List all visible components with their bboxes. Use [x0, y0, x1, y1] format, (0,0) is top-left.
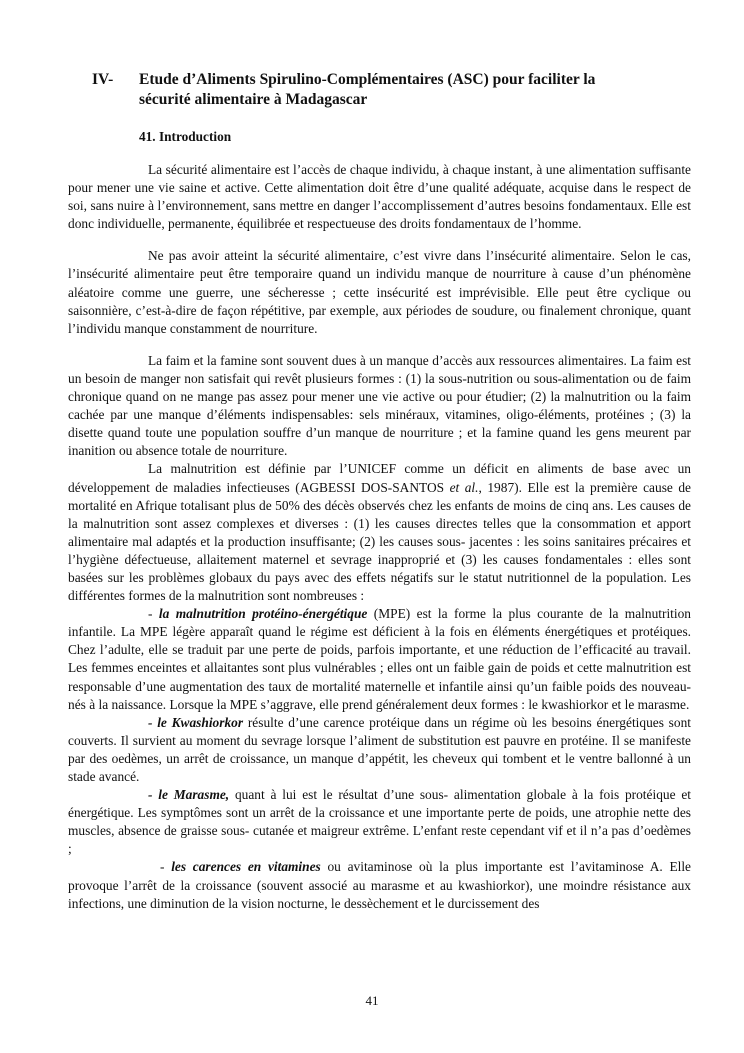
- list-item-mpe: [68, 605, 691, 714]
- term-kwashiorkor: - le Kwashiorkor: [148, 714, 244, 730]
- section-title-line2: sécurité alimentaire à Madagascar: [139, 91, 368, 108]
- section-title-line1: Etude d’Aliments Spirulino-Complémentaires (ASC) pour faciliter la: [139, 71, 596, 88]
- citation-et-al: et al.: [449, 479, 479, 495]
- section-title: [139, 70, 699, 110]
- paragraph-hunger-famine: La faim et la famine sont souvent dues à un manque d’accès aux ressources alimentaires. La faim est un besoin de manger non satisfait qui revêt plusieurs formes : (1) la sous-nutrition ou sous-alimentation ou de faim chronique quand on ne mange pas assez pour mener une vie active ou pour étudier; (2) la malnutrition ou la faim cachée par une manque d’éléments indispensables: sels minéraux, vitamines, oligo-éléments, protéines ; (3) la disette quand toute une population souffre d’un manque de nourriture ; et la famine quand les gens meurent par inanition ou absence totale de nourriture.: [68, 352, 691, 459]
- body-text: [68, 161, 691, 913]
- term-mpe: la malnutrition protéino-énergétique: [158, 606, 368, 622]
- list-item-vitamins-text: ou avitaminose où la plus importante est l’avitaminose A. Elle provoque l’arrêt de la croissance (souvent associé au marasme et au kwashiorkor), une moindre résistance aux infections, une diminution de la vision nocturne, le dessèchement et le durcissement des: [68, 859, 692, 911]
- list-item-dash: -: [160, 859, 172, 875]
- section-number: IV-: [92, 71, 114, 88]
- subsection-title: 41. Introduction: [139, 129, 232, 144]
- page-number: 41: [365, 993, 379, 1008]
- paragraph-malnutrition-part1: La malnutrition est définie par l’UNICEF comme un déficit en aliments de base avec un développement de maladies infectieuses (AGBESSI DOS-SANTOS: [68, 461, 691, 495]
- paragraph-malnutrition: [68, 460, 691, 605]
- list-item-mpe-text: (MPE) est la forme la plus courante de la malnutrition infantile. La MPE légère apparaît quand le régime est déficient à la fois en éléments énergétiques et protéiques. Chez l’adulte, elle se traduit par une perte de poids, parfois importante, et une réduction de l’efficacité au travail. Les femmes enceintes et allaitantes sont plus vulnérables ; elles ont un faible gain de poids et cette malnutrition est responsable d’une augmentation des taux de mortalité maternelle et infantile ainsi qu’un faible poids des nouveau- nés à la naissance. Lorsque la MPE s’aggrave, elle prend généralement deux formes : le kwashiorkor et le marasme.: [68, 606, 692, 712]
- term-vitamins: les carences en vitamines: [171, 859, 321, 875]
- list-item-kwashiorkor-text: résulte d’une carence protéique dans un régime où les besoins énergétiques sont couverts. Il survient au moment du sevrage lorsque l’aliment de substitution est pauvre en protéine. Il se manifeste par des oedèmes, un arrêt de croissance, un manque d’appétit, les cheveux qui tombent et le ventre ballonné à un stade avancé.: [68, 714, 692, 784]
- list-item-dash: -: [148, 606, 159, 622]
- list-item-marasme-text: quant à lui est le résultat d’une sous- alimentation globale à la fois protéique et énergétique. Les symptômes sont un arrêt de la croissance et une importante perte de poids, une atrophie nette des muscles, absence de graisse sous- cutanée et maigreur extrême. L’enfant reste cependant vif et il n’a pas d’oedèmes ;: [68, 787, 691, 857]
- paragraph-malnutrition-part2: , 1987). Elle est la première cause de mortalité en Afrique totalisant plus de 50% des décès observés chez les enfants de moins de cinq ans. Les causes de la malnutrition sont assez complexes et diverses : (1) les causes directes telles que la consommation et apport alimentaire mal adaptés et la production insuffisante; (2) les causes sous- jacentes : les soins sanitaires précaires et l’hygiène défectueuse, allaitement maternel et sevrage inapproprié et (3) les causes fondamentales : elles sont basées sur les problèmes globaux du pays avec des effets négatifs sur le statut nutritionnel de la population. Les différentes formes de la malnutrition sont nombreuses :: [68, 479, 691, 604]
- paragraph-food-insecurity: Ne pas avoir atteint la sécurité alimentaire, c’est vivre dans l’insécurité alimentaire. Selon le cas, l’insécurité alimentaire peut être temporaire quand un individu manque de nourriture à cause d’un phénomène aléatoire comme une guerre, une sécheresse ; cette insécurité est imprévisible. Elle peut être cyclique ou saisonnière, c’est-à-dire de façon répétitive, par exemple, aux périodes de soudure, ou finalement chronique, quant l’individu manque constamment de nourriture.: [68, 248, 691, 336]
- paragraph-food-security: La sécurité alimentaire est l’accès de chaque individu, à chaque instant, à une alimentation suffisante pour mener une vie saine et active. Cette alimentation doit être d’une qualité adéquate, acquise dans le respect de soi, sans nuire à l’environnement, sans mettre en danger l’accomplissement d’autres besoins fondamentaux. Elle est donc individuelle, permanente, équilibrée et respectueuse des droits fondamentaux de l’homme.: [68, 162, 691, 232]
- term-marasme: - le Marasme,: [148, 787, 230, 803]
- list-item-vitamins: [68, 858, 691, 912]
- list-item-kwashiorkor: [68, 714, 691, 786]
- list-item-marasme: [68, 786, 691, 858]
